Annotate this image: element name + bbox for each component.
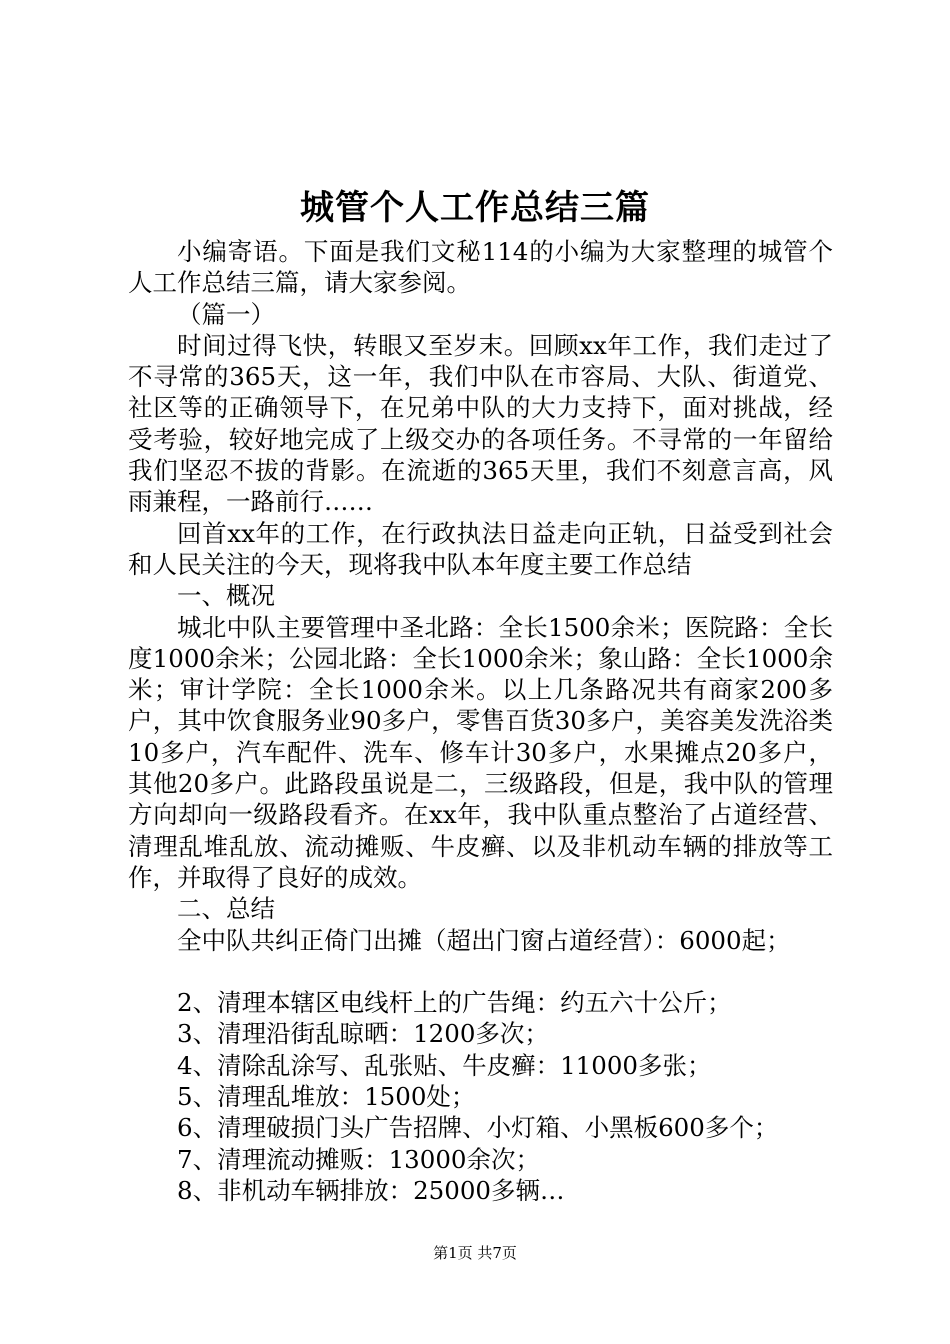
list-item: 5、清理乱堆放：1500处； [177,1082,476,1112]
list-item: 3、清理沿街乱晾晒：1200多次； [177,1019,549,1049]
section-heading-summary: 二、总结 [177,894,275,924]
body-paragraph: 回首xx年的工作，在行政执法日益走向正轨，日益受到社会和人民关注的今天，现将我中队本年度主要工作总结 [128,518,833,579]
body-paragraph: 城北中队主要管理中圣北路：全长1500余米；医院路：全长度1000余米；公园北路：全长1000余米；象山路：全长1000余米；审计学院：全长1000余米。以上几条路况共有商家200多户，其中饮食服务业90多户，零售百货30多户，美容美发洗浴类10多户，汽车配件、洗车、修车计30多户，水果摊点20多户，其他20多户。此路段虽说是二，三级路段，但是，我中队的管理方向却向一级路段看齐。在xx年，我中队重点整治了占道经营、清理乱堆乱放、流动摊贩、牛皮癣、以及非机动车辆的排放等工作，并取得了良好的成效。 [128,612,833,892]
list-item: 2、清理本辖区电线杆上的广告绳：约五六十公斤； [177,988,732,1018]
list-item: 8、非机动车辆排放：25000多辆… [177,1175,565,1205]
intro-paragraph: 小编寄语。下面是我们文秘114的小编为大家整理的城管个人工作总结三篇，请大家参阅。 [128,237,833,298]
list-item: 6、清理破损门头广告招牌、小灯箱、小黑板600多个； [177,1113,779,1143]
list-item: 4、清除乱涂写、乱张贴、牛皮癣：11000多张； [177,1050,712,1080]
page-number-footer: 第1页 共7页 [433,1244,517,1262]
list-item: 7、清理流动摊贩：13000余次； [177,1144,541,1174]
body-paragraph: 时间过得飞快，转眼又至岁末。回顾xx年工作，我们走过了不寻常的365天，这一年，我们中队在市容局、大队、街道党、社区等的正确领导下，在兄弟中队的大力支持下，面对挑战，经受考验，较好地完成了上级交办的各项任务。不寻常的一年留给我们坚忍不拔的背影。在流逝的365天里，我们不刻意言高，风雨兼程，一路前行…… [128,330,833,517]
summary-first-item: 全中队共纠正倚门出摊（超出门窗占道经营）：6000起； [177,925,791,955]
section-label-part-one: （篇一） [177,299,275,329]
blank-line [128,956,833,987]
section-heading-overview: 一、概况 [177,581,275,611]
document-title: 城管个人工作总结三篇 [300,188,650,228]
document-body [128,236,833,1206]
